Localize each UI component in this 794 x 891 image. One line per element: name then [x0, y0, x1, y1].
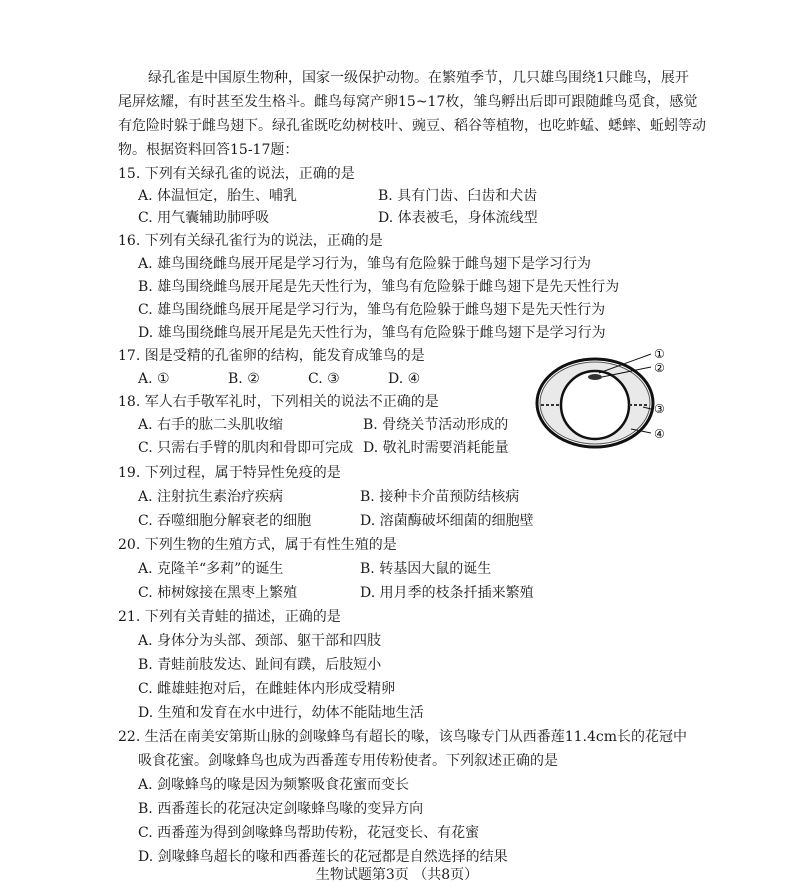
question-15-option-a: A. 体温恒定，胎生、哺乳 [138, 188, 298, 204]
question-21-stem: 21. 下列有关青蛙的描述，正确的是 [118, 609, 341, 625]
label-2: ② [654, 361, 665, 375]
question-22-option-d: D. 剑喙蜂鸟超长的喙和西番莲长的花冠都是自然选择的结果 [138, 849, 508, 865]
label-1: ① [654, 347, 665, 361]
question-15-option-c: C. 用气囊辅助肺呼吸 [138, 210, 270, 226]
question-22-stem-line-1: 22. 生活在南美安第斯山脉的剑喙蜂鸟有超长的喙，该鸟喙专门从西番莲11.4cm长的花冠中 [118, 729, 688, 745]
question-19-option-c: C. 吞噬细胞分解衰老的细胞 [138, 513, 312, 529]
question-16-option-b: B. 雄鸟围绕雌鸟展开尾是先天性行为，雏鸟有危险躲于雌鸟翅下是先天性行为 [138, 279, 620, 295]
question-18-stem: 18. 军人右手敬军礼时，下列相关的说法不正确的是 [118, 394, 439, 410]
question-15-option-d: D. 体表被毛，身体流线型 [378, 210, 538, 226]
question-17-option-b: B. ② [228, 371, 260, 387]
question-22-stem-line-2: 吸食花蜜。剑喙蜂鸟也成为西番莲专用传粉使者。下列叙述正确的是 [138, 753, 558, 769]
question-19-stem: 19. 下列过程，属于特异性免疫的是 [118, 465, 341, 481]
germinal-disc [588, 374, 602, 380]
question-18-option-c: C. 只需右手臂的肌肉和骨即可完成 [138, 440, 354, 456]
question-20-option-d: D. 用月季的枝条扦插来繁殖 [360, 585, 534, 601]
question-16-stem: 16. 下列有关绿孔雀行为的说法，正确的是 [118, 233, 383, 249]
question-18-option-a: A. 右手的肱二头肌收缩 [138, 417, 284, 433]
question-17-stem: 17. 图是受精的孔雀卵的结构，能发育成雏鸟的是 [118, 348, 425, 364]
question-17-option-a: A. ① [138, 371, 170, 387]
question-17-option-c: C. ③ [308, 371, 340, 387]
passage-line-2: 尾屏炫耀，有时甚至发生格斗。雌鸟每窝产卵15~17枚，雏鸟孵出后即可跟随雌鸟觅食，感觉 [118, 94, 698, 110]
question-18-option-b: B. 骨绕关节活动形成的 [363, 417, 509, 433]
question-20-stem: 20. 下列生物的生殖方式，属于有性生殖的是 [118, 537, 397, 553]
question-18-option-d: D. 敬礼时需要消耗能量 [363, 440, 509, 456]
question-22-option-b: B. 西番莲长的花冠决定剑喙蜂鸟喙的变异方向 [138, 801, 424, 817]
question-21-option-c: C. 雌雄蛙抱对后，在雌蛙体内形成受精卵 [138, 681, 396, 697]
egg-structure-diagram [533, 345, 693, 455]
passage-line-3: 有危险时躲于雌鸟翅下。绿孔雀既吃幼树枝叶、豌豆、稻谷等植物，也吃蚱蜢、蟋蟀、蚯蚓等动 [118, 118, 706, 134]
question-17-option-d: D. ④ [388, 371, 421, 387]
question-21-option-d: D. 生殖和发育在水中进行，幼体不能陆地生活 [138, 705, 424, 721]
question-15-option-b: B. 具有门齿、臼齿和犬齿 [378, 188, 538, 204]
question-21-option-a: A. 身体分为头部、颈部、躯干部和四肢 [138, 633, 382, 649]
question-22-option-c: C. 西番莲为得到剑喙蜂鸟帮助传粉，花冠变长、有花蜜 [138, 825, 480, 841]
label-4: ④ [654, 427, 665, 441]
question-16-option-a: A. 雄鸟围绕雌鸟展开尾是学习行为，雏鸟有危险躲于雌鸟翅下是学习行为 [138, 256, 592, 272]
label-3: ③ [654, 402, 665, 416]
question-19-option-b: B. 接种卡介苗预防结核病 [360, 489, 520, 505]
question-20-option-a: A. 克隆羊“多莉”的诞生 [138, 561, 284, 577]
passage-line-4: 物。根据资料回答15-17题： [118, 142, 299, 158]
question-20-option-b: B. 转基因大鼠的诞生 [360, 561, 492, 577]
question-22-option-a: A. 剑喙蜂鸟的喙是因为频繁吸食花蜜而变长 [138, 777, 410, 793]
passage-line-1: 绿孔雀是中国原生物种，国家一级保护动物。在繁殖季节，几只雄鸟围绕1只雌鸟，展开 [148, 70, 689, 86]
question-19-option-d: D. 溶菌酶破坏细菌的细胞壁 [360, 513, 534, 529]
question-15-stem: 15. 下列有关绿孔雀的说法，正确的是 [118, 166, 355, 182]
page-footer: 生物试题第3页 （共8页） [315, 867, 479, 883]
question-16-option-d: D. 雄鸟围绕雌鸟展开尾是先天性行为，雏鸟有危险躲于雌鸟翅下是学习行为 [138, 325, 606, 341]
yolk [561, 371, 629, 439]
question-20-option-c: C. 柿树嫁接在黑枣上繁殖 [138, 585, 298, 601]
question-21-option-b: B. 青蛙前肢发达、趾间有蹼，后肢短小 [138, 657, 382, 673]
question-16-option-c: C. 雄鸟围绕雌鸟展开尾是学习行为，雏鸟有危险躲于雌鸟翅下是先天性行为 [138, 302, 606, 318]
question-19-option-a: A. 注射抗生素治疗疾病 [138, 489, 284, 505]
